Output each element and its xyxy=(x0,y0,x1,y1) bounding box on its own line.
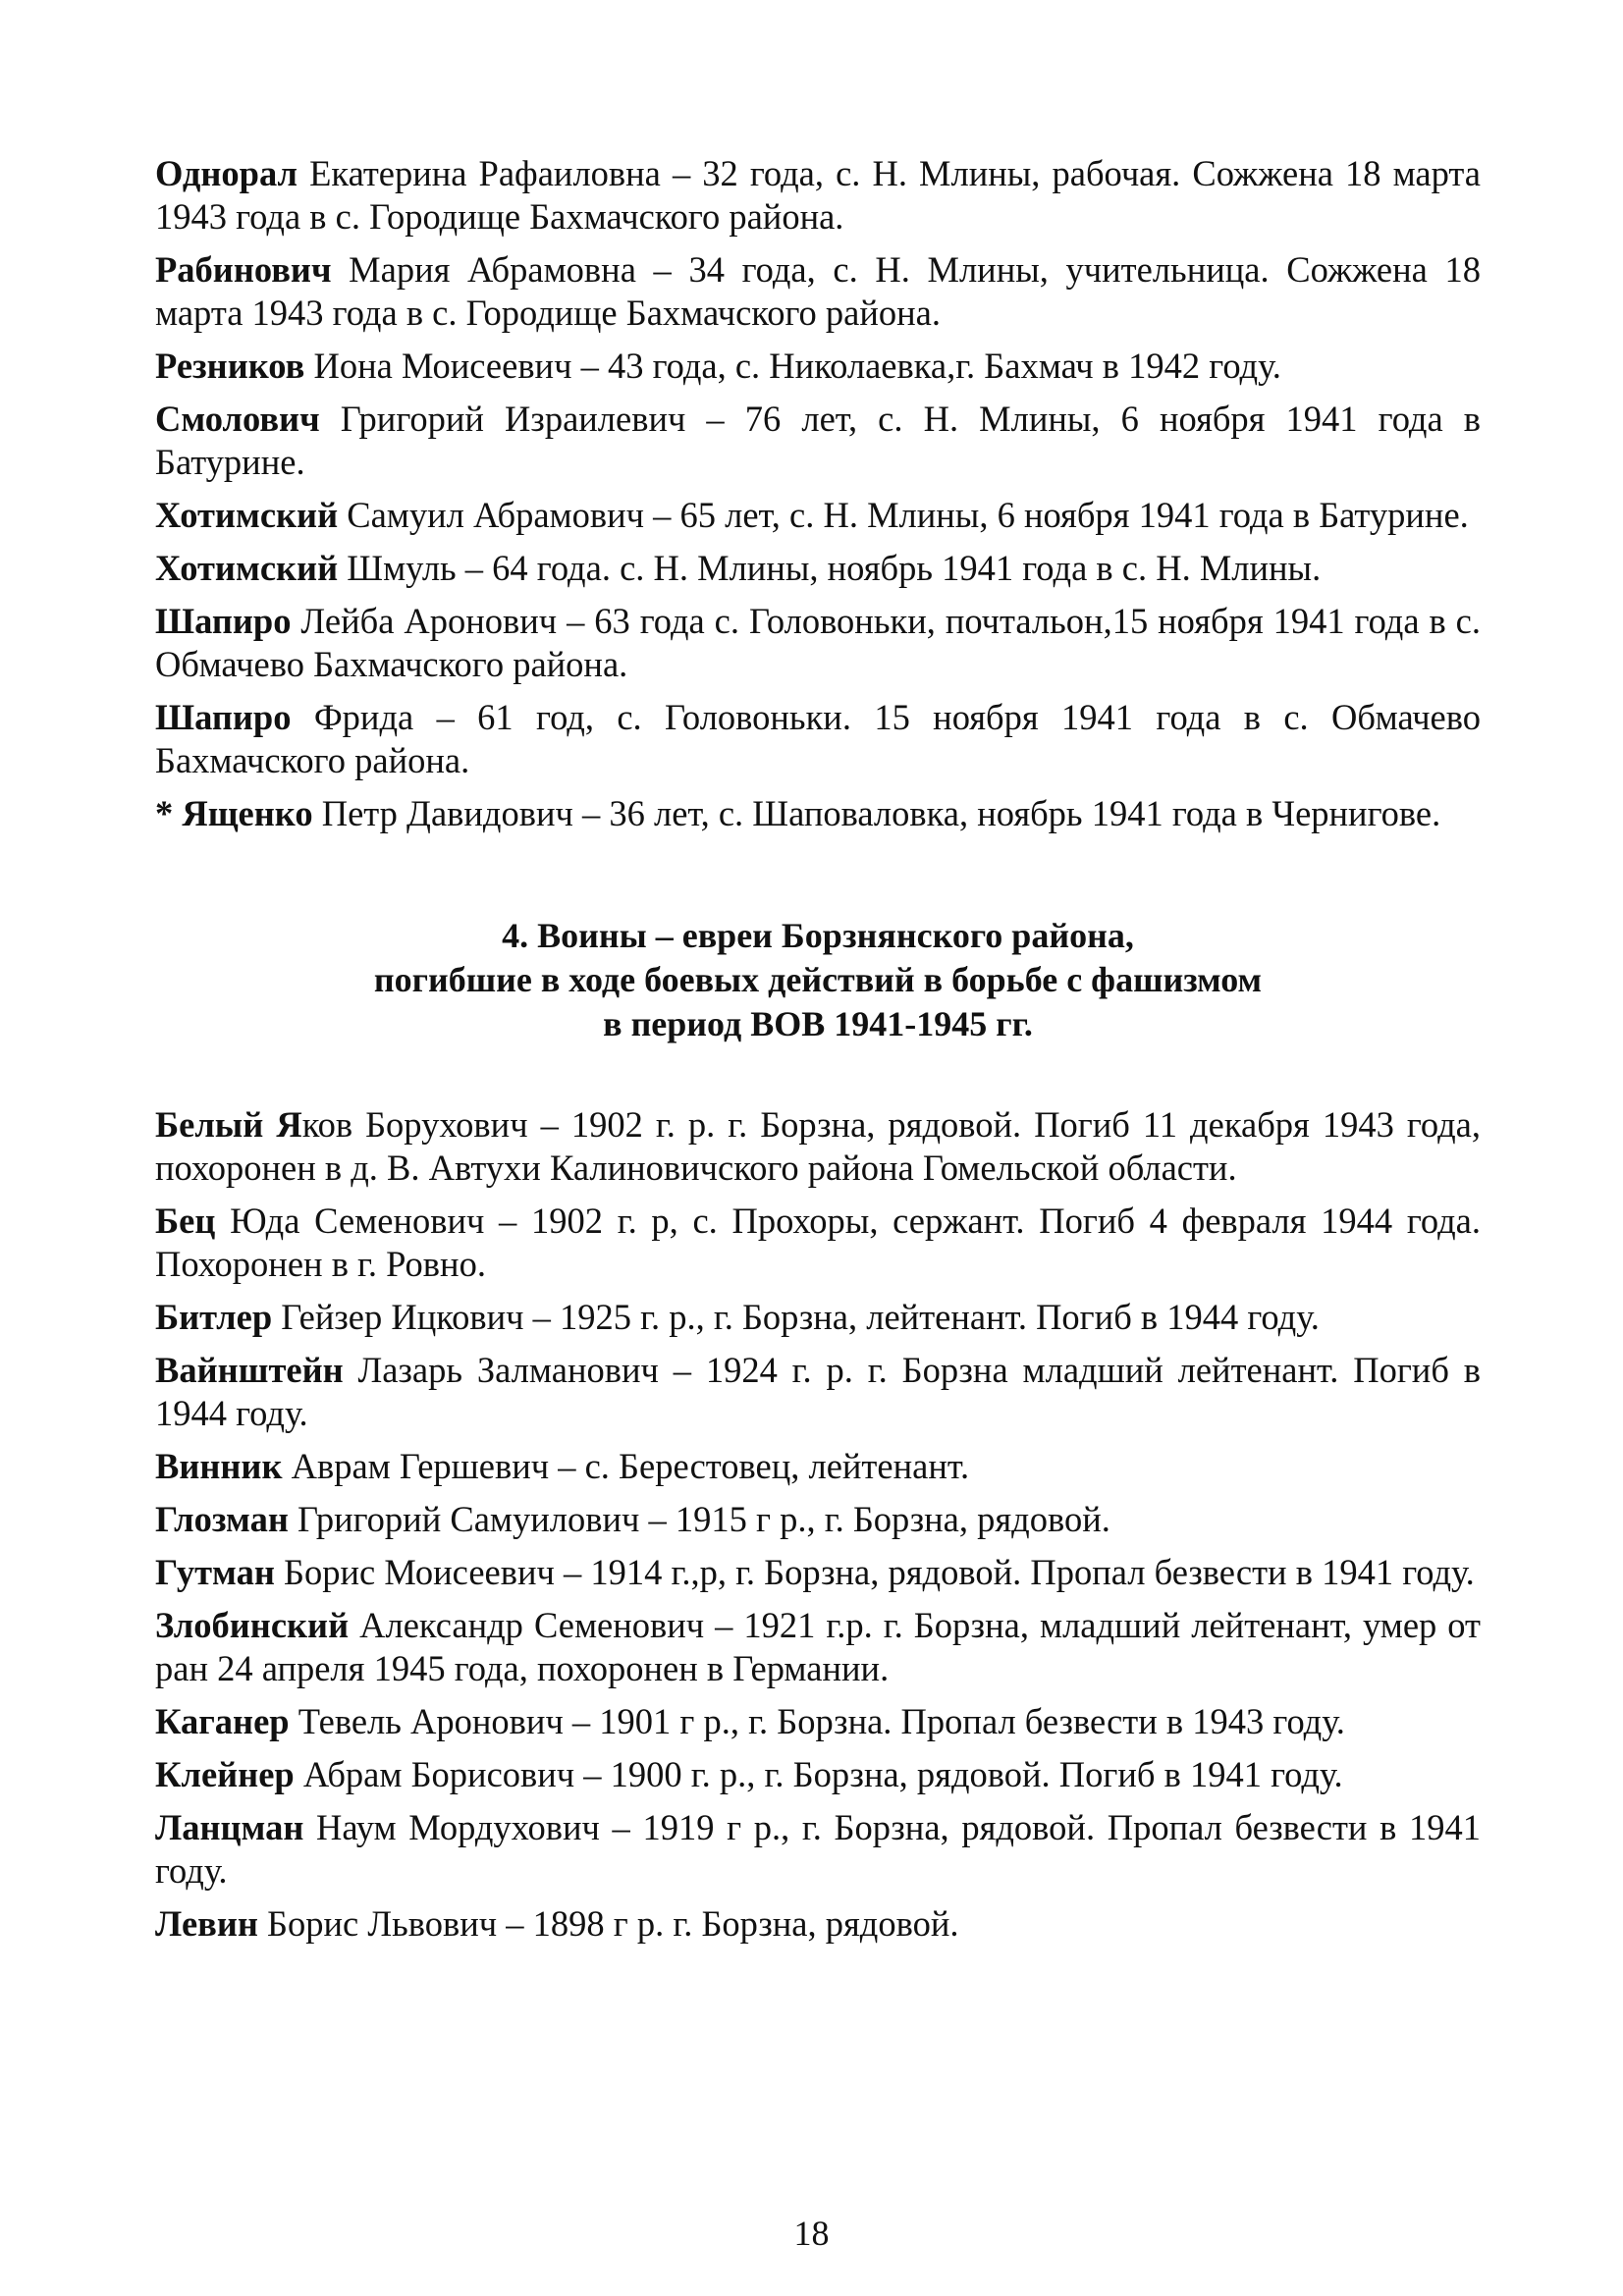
list-item xyxy=(155,345,1481,388)
page-number: 18 xyxy=(793,2214,830,2253)
entry-name: Белый Я xyxy=(155,1104,302,1145)
list-item xyxy=(155,494,1481,537)
section-heading-line-1: 4. Воины – евреи Борзнянского района, xyxy=(502,916,1134,955)
list-item xyxy=(155,1902,1481,1946)
list-item xyxy=(155,1604,1481,1690)
entry-name: Хотимский xyxy=(155,548,339,588)
entry-text: Екатерина Рафаиловна – 32 года, с. Н. Млины, рабочая. Сожжена 18 марта 1943 года в с. Городище Бахмачского района. xyxy=(155,153,1481,237)
entry-text: Петр Давидович – 36 лет, с. Шаповаловка, ноябрь 1941 года в Чернигове. xyxy=(312,793,1441,833)
list-item xyxy=(155,248,1481,335)
entry-name: Шапиро xyxy=(155,601,292,641)
list-item xyxy=(155,1200,1481,1286)
list-item xyxy=(155,792,1481,835)
page-content xyxy=(155,152,1481,1955)
list-item xyxy=(155,696,1481,782)
list-item xyxy=(155,1753,1481,1796)
entry-name: Рабинович xyxy=(155,249,332,290)
entry-text: Тевель Аронович – 1901 г р., г. Борзна. Пропал безвести в 1943 году. xyxy=(289,1701,1345,1741)
list-item xyxy=(155,1349,1481,1435)
list-item xyxy=(155,152,1481,239)
entry-name: Смолович xyxy=(155,399,320,439)
entry-name: Битлер xyxy=(155,1297,273,1337)
entry-name: Глозман xyxy=(155,1499,289,1539)
entry-text: Гейзер Ицкович – 1925 г. р., г. Борзна, лейтенант. Погиб в 1944 году. xyxy=(272,1297,1320,1337)
entry-text: ков Борухович – 1902 г. р. г. Борзна, рядовой. Погиб 11 декабря 1943 года, похоронен в д. В. Автухи Калиновичского района Гомельской области. xyxy=(155,1104,1481,1188)
section-heading-line-3: в период ВОВ 1941-1945 гг. xyxy=(603,1004,1033,1043)
entry-name: Левин xyxy=(155,1903,258,1944)
entry-name: Однорал xyxy=(155,153,298,193)
entry-name: Бец xyxy=(155,1201,216,1241)
entry-text: Борис Львович – 1898 г р. г. Борзна, рядовой. xyxy=(257,1903,959,1944)
entry-text: Самуил Абрамович – 65 лет, с. Н. Млины, 6 ноября 1941 года в Батурине. xyxy=(338,495,1469,535)
list-item xyxy=(155,1296,1481,1339)
entry-text: Борис Моисеевич – 1914 г.,р, г. Борзна, рядовой. Пропал безвести в 1941 году. xyxy=(274,1552,1475,1592)
entry-text: Аврам Гершевич – с. Берестовец, лейтенант. xyxy=(282,1446,970,1486)
list-item xyxy=(155,1103,1481,1190)
entry-name: Ланцман xyxy=(155,1807,304,1847)
entry-text: Фрида – 61 год, с. Головоньки. 15 ноября 1941 года в с. Обмачево Бахмачского района. xyxy=(155,697,1481,780)
section-heading-line-2: погибшие в ходе боевых действий в борьбе с фашизмом xyxy=(373,960,1263,999)
list-item xyxy=(155,1700,1481,1743)
entry-name: Гутман xyxy=(155,1552,275,1592)
list-item xyxy=(155,1806,1481,1893)
list-item xyxy=(155,547,1481,590)
entry-name: Винник xyxy=(155,1446,283,1486)
entry-name: Каганер xyxy=(155,1701,290,1741)
entry-text: Шмуль – 64 года. с. Н. Млины, ноябрь 1941 года в с. Н. Млины. xyxy=(338,548,1322,588)
entry-name: Хотимский xyxy=(155,495,339,535)
entry-text: Лазарь Залманович – 1924 г. р. г. Борзна младший лейтенант. Погиб в 1944 году. xyxy=(155,1350,1481,1433)
entry-text: Григорий Израилевич – 76 лет, с. Н. Млины, 6 ноября 1941 года в Батурине. xyxy=(155,399,1481,482)
list-item xyxy=(155,600,1481,686)
list-item xyxy=(155,1445,1481,1488)
entry-name: Шапиро xyxy=(155,697,292,737)
entry-text: Лейба Аронович – 63 года с. Головоньки, почтальон,15 ноября 1941 года в с. Обмачево Бахмачского района. xyxy=(155,601,1481,684)
entry-text: Наум Мордухович – 1919 г р., г. Борзна, рядовой. Пропал безвести в 1941 году. xyxy=(155,1807,1481,1891)
list-item xyxy=(155,1551,1481,1594)
section-2-list xyxy=(155,1103,1481,1946)
entry-text: Григорий Самуилович – 1915 г р., г. Борзна, рядовой. xyxy=(288,1499,1110,1539)
list-item xyxy=(155,1498,1481,1541)
entry-text: Абрам Борисович – 1900 г. р., г. Борзна, рядовой. Погиб в 1941 году. xyxy=(294,1754,1343,1794)
section-1-list xyxy=(155,152,1481,835)
entry-text: Александр Семенович – 1921 г.р. г. Борзна, младший лейтенант, умер от ран 24 апреля 1945 года, похоронен в Германии. xyxy=(155,1605,1481,1688)
entry-name: * Ященко xyxy=(155,793,313,833)
entry-text: Мария Абрамовна – 34 года, с. Н. Млины, учительница. Сожжена 18 марта 1943 года в с. Городище Бахмачского района. xyxy=(155,249,1481,333)
entry-text: Юда Семенович – 1902 г. р, с. Прохоры, сержант. Погиб 4 февраля 1944 года. Похоронен в г. Ровно. xyxy=(155,1201,1481,1284)
section-heading xyxy=(155,914,1481,1046)
entry-text: Иона Моисеевич – 43 года, с. Николаевка,г. Бахмач в 1942 году. xyxy=(304,346,1281,386)
entry-name: Резников xyxy=(155,346,305,386)
entry-name: Злобинский xyxy=(155,1605,350,1645)
entry-name: Вайнштейн xyxy=(155,1350,344,1390)
entry-name: Клейнер xyxy=(155,1754,295,1794)
list-item xyxy=(155,398,1481,484)
